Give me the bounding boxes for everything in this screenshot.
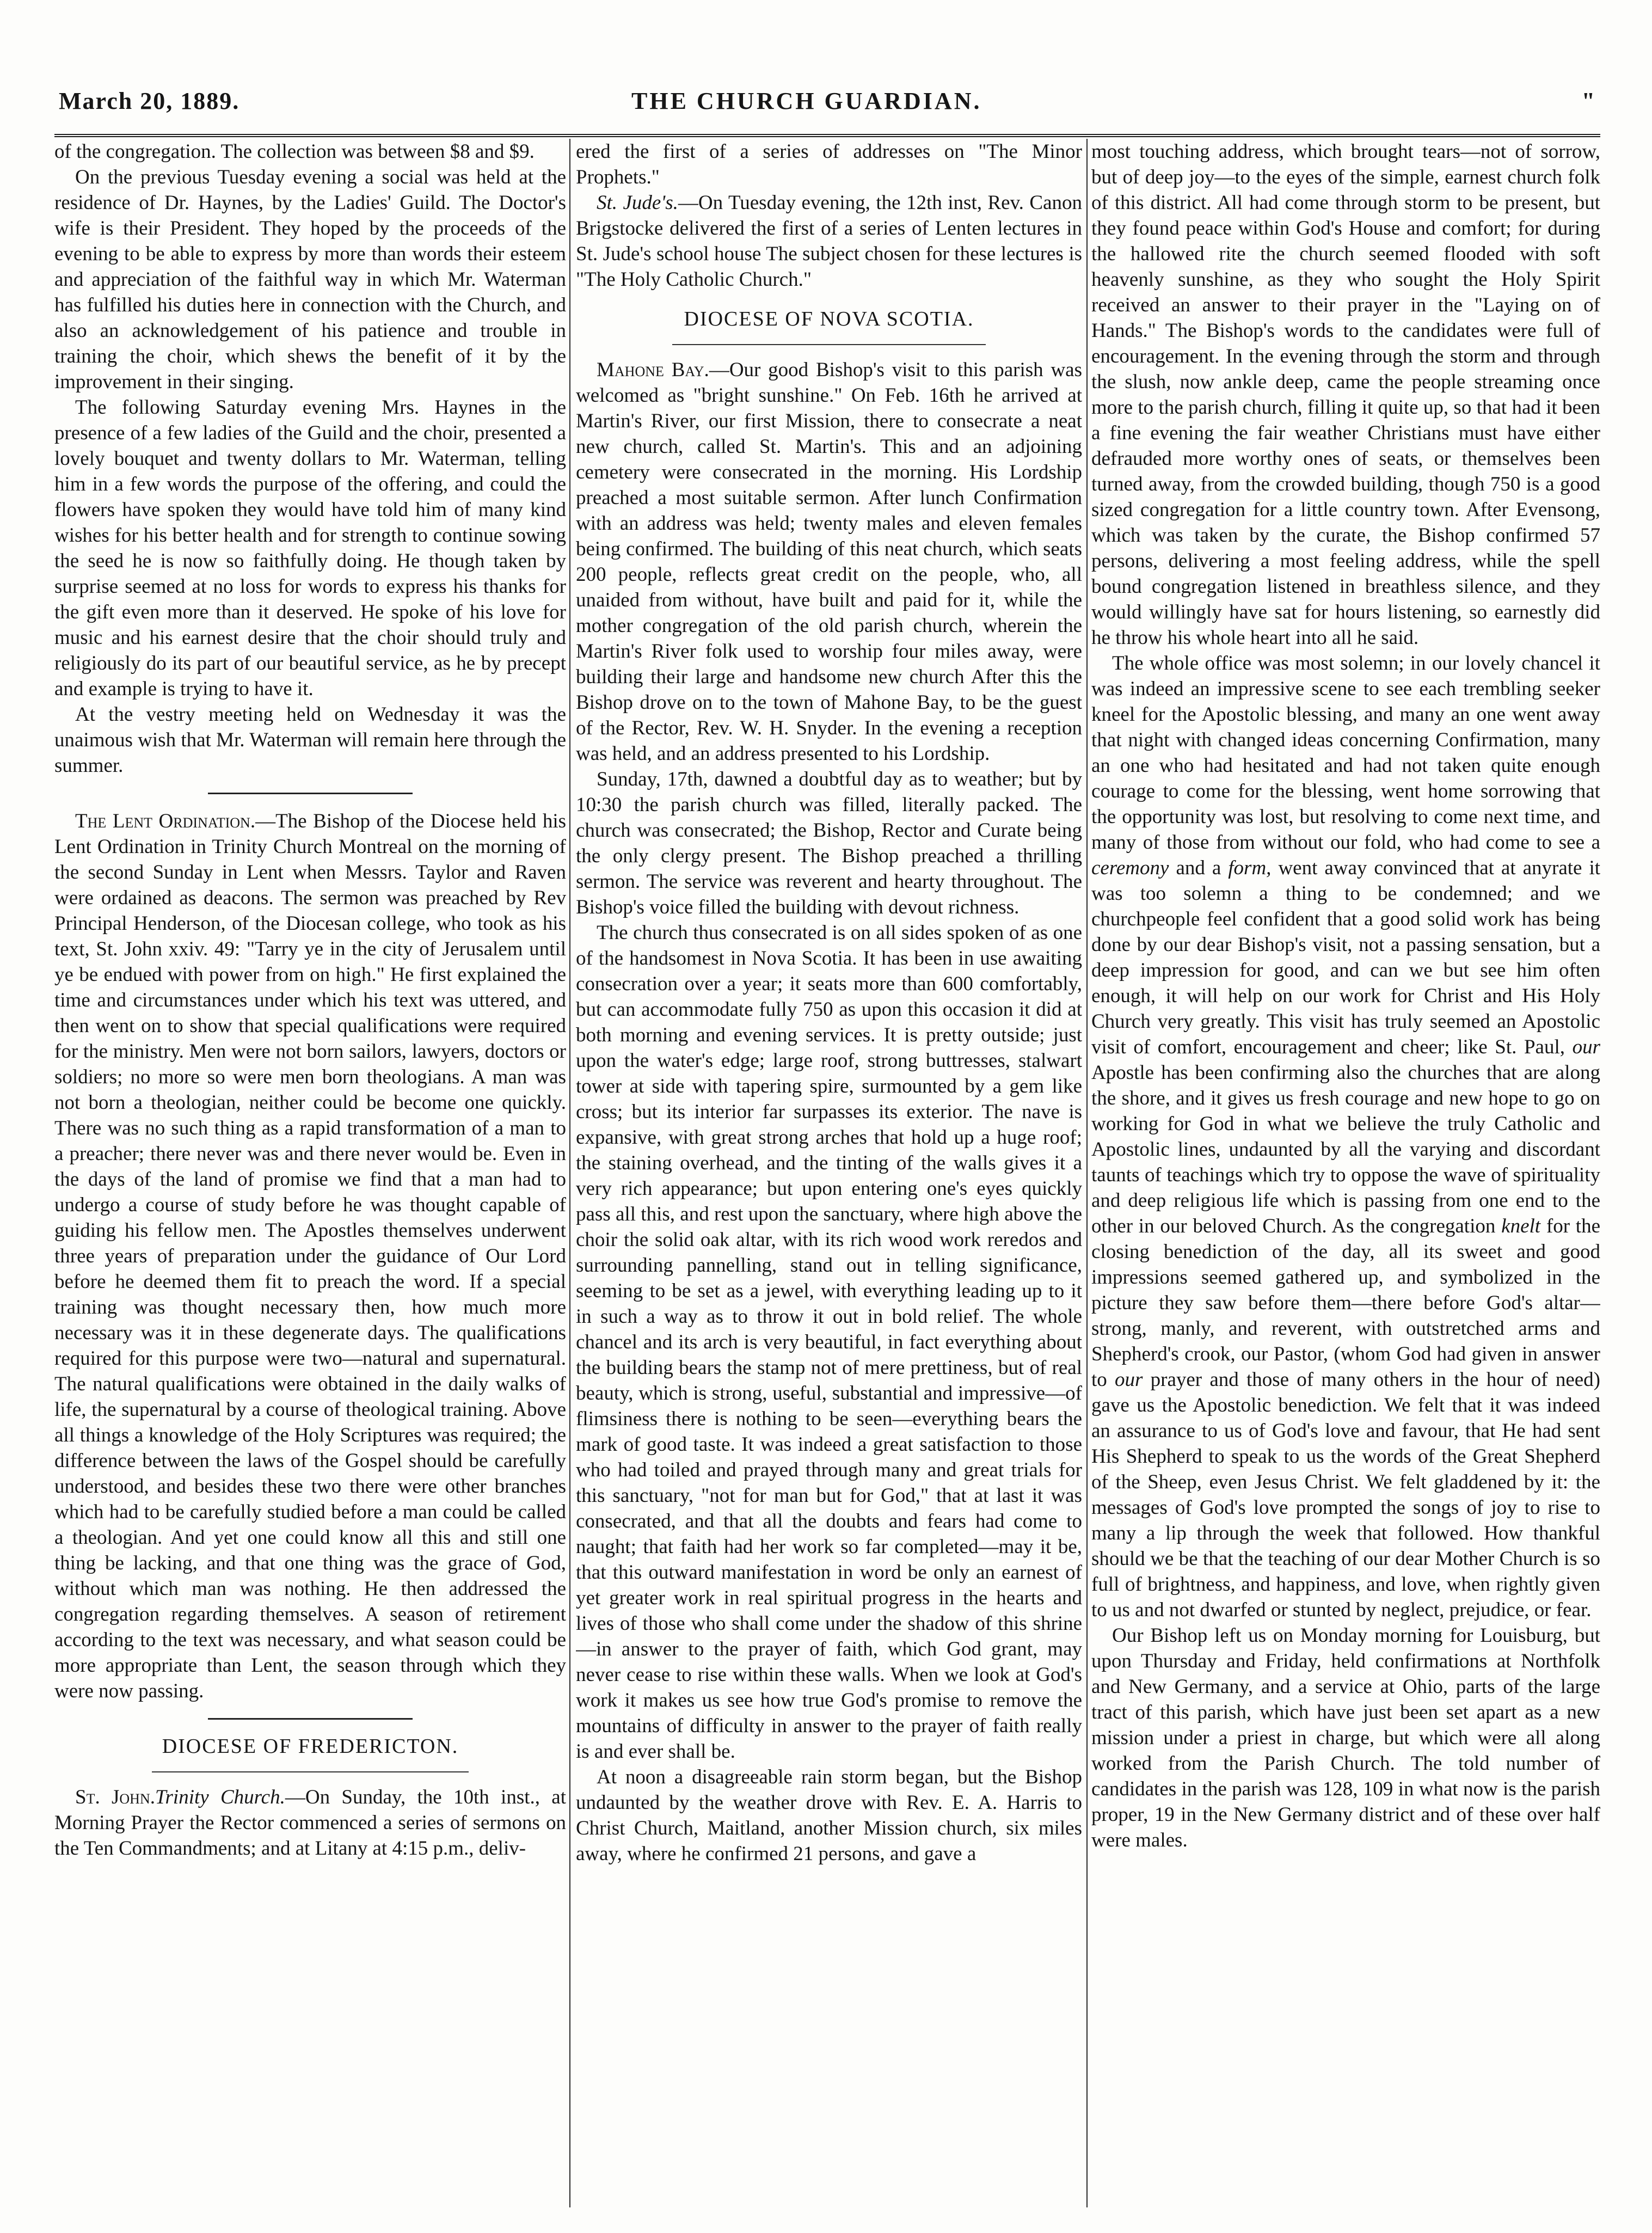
text-run: Apostle has been confirming also the churches that are along the shore, and it gives us fresh courage and new hope to go on working for God in what we believe the truly Catholic and Apostolic lines, undaunted by all the varying and discordant taunts of teachings which try to oppose the wave of spirituality and deep religious life which is passing from one end to the other in our beloved Church. As the congregation: [1091, 1062, 1600, 1237]
paragraph: Our Bishop left us on Monday morning for Louisburg, but upon Thursday and Friday, held confirmations at Northfolk and New Germany, and a service at Ohio, parts of the large tract of this parish, which have just been set apart as a new mission under a priest in charge, but which were all along worked from the Parish Church. The told number of candidates in the parish was 128, 109 in what now is the parish proper, 19 in the New Germany district and of these over half were males.: [1091, 1624, 1600, 1851]
article-lead: Mahone Bay.: [597, 359, 709, 381]
article-st-john: [54, 1784, 566, 1861]
masthead: [54, 82, 1600, 137]
newspaper-title: THE CHURCH GUARDIAN.: [631, 88, 982, 114]
text-run: and a: [1176, 857, 1221, 879]
paragraph: At the vestry meeting held on Wednesday it was the unaimous wish that Mr. Waterman will remain here through the summer.: [54, 703, 566, 777]
section-separator: [208, 793, 413, 794]
column-2: [576, 139, 1082, 2207]
text-run: ceremony: [1091, 857, 1169, 879]
paragraph: most touching address, which brought tears—not of sorrow, but of deep joy—to the eyes of the simple, earnest church folk of this district. All had come through storm to be present, but they found peace within God's House and comfort; for during the hallowed rite the church seemed flooded with soft heavenly sunshine, as they who sought the Holy Spirit received an answer to their prayer in the "Laying on of Hands." The Bishop's words to the candidates were full of encouragement. In the evening through the storm and through the slush, now ankle deep, came the people streaming once more to the parish church, filling it quite up, so that had it been a fine evening the fair weather Christians must have either defrauded more worthy ones of seats, or themselves been turned away, from the crowded building, though 750 is a good sized congregation for a little country town. After Evensong, which was taken by the curate, the Bishop confirmed 57 persons, delivering a most feeling address, while the spell bound congregation listened in breathless silence, and they would willingly have sat for hours listening, so earnestly did he throw his whole heart into all he said.: [1091, 140, 1600, 649]
article-body: —Our good Bishop's visit to this parish was welcomed as "bright sunshine." On Feb. 16th he arrived at Martin's River, our first Mission, there to consecrate a neat new church, called St. Martin's. This and an adjoining cemetery were consecrated in the morning. His Lordship preached a most suitable sermon. After lunch Confirmation with an address was held; twenty males and eleven females being confirmed. The building of this neat church, which seats 200 people, reflects great credit on the people, who, all unaided from without, have built and paid for it, while the mother congregation of the old parish church, wherein the Martin's River folk used to worship four miles away, were building their large and handsome new church After this the Bishop drove on to the town of Mahone Bay, to be the guest of the Rector, Rev. W. H. Snyder. In the evening a reception was held, and an address presented to his Lordship.: [576, 359, 1082, 765]
text-run: our: [1115, 1369, 1143, 1391]
text-run: prayer and those of many others in the hour of need) gave us the Apostolic benediction. We felt that it was indeed an assurance to us of God's love and favour, that He had sent His Shepherd to speak to us the words of the Great Shepherd of the Sheep, even Jesus Christ. We felt gladdened by it: the messages of God's love prompted the songs of joy to rise to many a lip through the week that followed. How thankful should we be that the teaching of our dear Mother Church is so full of brightness, and happiness, and love, when rightly given to us and not dwarfed or stunted by neglect, prejudice, or fear.: [1091, 1369, 1600, 1621]
text-run: our: [1572, 1036, 1600, 1058]
text-run: form,: [1228, 857, 1272, 879]
column-3: [1091, 139, 1600, 2207]
paragraph: On the previous Tuesday evening a social was held at the residence of Dr. Haynes, by the Ladies' Guild. The Doctor's wife is their President. They hoped by the proceeds of the evening to be able to express by more than words their esteem and appreciation of the faithful way in which Mr. Waterman has fulfilled his duties here in connection with the Church, and also an acknowledgement of his patience and trouble in training the choir, which shews the benefit of it by the improvement in their singing.: [54, 166, 566, 393]
article-lead: The Lent Ordination.: [75, 810, 256, 832]
paragraph: Sunday, 17th, dawned a doubtful day as to weather; but by 10:30 the parish church was filled, literally packed. The church was consecrated; the Bishop, Rector and Curate being the only clergy present. The Bishop preached a thrilling sermon. The service was reverent and hearty throughout. The Bishop's voice filled the building with devout richness.: [576, 768, 1082, 918]
column-1: [54, 139, 566, 2207]
text-run: for the closing benediction of the day, all its sweet and good impressions seemed gathered up, and symbolized in the picture they saw before them—there before God's altar—strong, manly, and reverent, with outstretched arms and Shepherd's crook, our Pastor, (whom God had given in answer to: [1091, 1215, 1600, 1391]
text-run: knelt: [1501, 1215, 1541, 1237]
article-body: —On Sunday, the 10th inst., at Morning Prayer the Rector commenced a series of sermons on the Ten Commandments; and at Litany at 4:15 p.m., deliv-: [54, 1786, 566, 1860]
article-subtitle: Trinity Church.: [155, 1786, 285, 1808]
paragraph: The following Saturday evening Mrs. Haynes in the presence of a few ladies of the Guild and the choir, presented a lovely bouquet and twenty dollars to Mr. Waterman, telling him in a few words the purpose of the offering, and could the flowers have spoken they would have told him of many kind wishes for his better health and for strength to continue sowing the seed he is now so faithfully doing. He though taken by surprise seemed at no loss for words to express his thanks for the gift even more than it deserved. He spoke of his love for music and his earnest desire that the choir should truly and religiously do its part of our beautiful service, as he by precept and example is trying to have it.: [54, 396, 566, 700]
paragraph: The church thus consecrated is on all sides spoken of as one of the handsomest in Nova Scotia. It has been in use awaiting consecration over a year; it seats more than 600 comfortably, but can accommodate fully 750 as upon this occasion it did at both morning and evening services. It is pretty outside; just upon the water's edge; large roof, strong buttresses, stalwart tower at side with tapering spire, surmounted by a gem like cross; but its interior far surpasses its exterior. The nave is expansive, with great strong arches that hold up a huge roof; the staining overhead, and the tinting of the walls gives it a very rich appearance; but upon entering one's eyes quickly pass all this, and rest upon the sanctuary, where high above the choir the solid oak altar, with its rich wood work reredos and surrounding pannelling, stand out in telling significance, seeming to be set as a jewel, with everything leading up to it in such a way as to throw it out in bold relief. The whole chancel and its arch is very beautiful, in fact everything about the building bears the stamp not of mere prettiness, but of real beauty, which is strong, useful, substantial and impressive—of flimsiness there is nothing to be seen—everything bears the mark of good taste. It was indeed a great satisfaction to those who had toiled and prayed through many and great trials for this sanctuary, "not for man but for God," that at last it was consecrated, and that all the doubts and fears had come to naught; that faith had her work so far completed—may it be, that this outward manifestation in word be only an earnest of yet greater work in real spiritual progress in the hearts and lives of those who shall come under the shadow of this shrine—in answer to the prayer of faith, which God grant, may never cease to rise within these walls. When we look at God's work it makes us see how true God's promise to remove the mountains of difficulty in answer to the prayer of faith really is and ever shall be.: [576, 922, 1082, 1763]
page-mark: ": [1581, 88, 1596, 114]
issue-date: March 20, 1889.: [59, 88, 240, 114]
heading-rule: [152, 1771, 469, 1772]
article-lent-ordination: [54, 808, 566, 1704]
paragraph: of the congregation. The collection was between $8 and $9.: [54, 140, 535, 163]
column-divider: [569, 139, 570, 2207]
text-run: The whole office was most solemn; in our lovely chancel it was indeed an impressive scene to see each trembling seeker kneel for the Apostolic blessing, and many an one went away that night with changed ideas concerning Confirmation, many an one who had hesitated and had not taken quite enough courage to come for the blessing, went home sorrowing that the opportunity was lost, but resolving to come next time, and many of those from without our fold, who had come to see a: [1091, 652, 1600, 854]
section-separator: [208, 1718, 413, 1720]
article-lead: St. Jude's.: [597, 192, 678, 214]
heading-rule: [672, 344, 986, 345]
article-mahone-bay: [576, 357, 1082, 766]
paragraph: ered the first of a series of addresses on "The Minor Prophets.": [576, 140, 1082, 188]
paragraph: [1091, 651, 1600, 1623]
column-divider: [1086, 139, 1088, 2207]
article-st-judes: [576, 190, 1082, 292]
article-body: —The Bishop of the Diocese held his Lent Ordination in Trinity Church Montreal on the morning of the second Sunday in Lent when Messrs. Taylor and Raven were ordained as deacons. The sermon was preached by Rev Principal Henderson, of the Diocesan college, who took as his text, St. John xxiv. 49: "Tarry ye in the city of Jerusalem until ye be endued with power from on high." He first explained the time and circumstances under which his text was uttered, and then went on to show that special qualifications were required for the ministry. Men were not born sailors, lawyers, doctors or soldiers; no more so were men born theologians. A man was not born a theologian, neither could be become one quickly. There was no such thing as a rapid transformation of a man to a preacher; there never was and there never would be. Even in the days of the land of promise we find that a man had to undergo a course of study before he was thought capable of guiding his fellow men. The Apostles themselves underwent three years of preparation under the guidance of Our Lord before he deemed them fit to preach the word. If a special training was thought necessary then, how much more necessary was it in these degenerate days. The qualifications required for this purpose were two—natural and supernatural. The natural qualifications were obtained in the daily walks of life, the supernatural by a course of theological training. Above all things a knowledge of the Holy Scriptures was required; the difference between the laws of the Gospel should be carefully understood, and besides these two there were other branches which had to be carefully studied before a man could be called a theologian. And yet one could know all this and still one thing be lacking, and that one thing was the grace of God, without which man was nothing. He then addressed the congregation regarding themselves. A season of retirement according to the text was necessary, and what season could be more appropriate than Lent, the season through which they were now passing.: [54, 810, 566, 1702]
text-run: went away convinced that at anyrate it was too solemn a thing to be condemned; and we churchpeople feel confident that a good solid work has being done by our dear Bishop's visit, not a passing sensation, but a deep impression for good, and can we but see him often enough, it will help on our work for Christ and His Holy Church very greatly. This visit has truly seemed an Apostolic visit of comfort, encouragement and cheer; like St. Paul,: [1091, 857, 1600, 1058]
article-body: —On Tuesday evening, the 12th inst, Rev. Canon Brigstocke delivered the first of a series of Lenten lectures in St. Jude's school house The subject chosen for these lectures is "The Holy Catholic Church.": [576, 192, 1082, 291]
article-lead: St. John.: [75, 1786, 155, 1808]
section-heading: DIOCESE OF NOVA SCOTIA.: [684, 308, 974, 330]
paragraph: At noon a disagreeable rain storm began, but the Bishop undaunted by the weather drove with Rev. E. A. Harris to Christ Church, Maitland, another Mission church, six miles away, where he confirmed 21 persons, and gave a: [576, 1766, 1082, 1865]
section-heading: DIOCESE OF FREDERICTON.: [162, 1735, 459, 1758]
